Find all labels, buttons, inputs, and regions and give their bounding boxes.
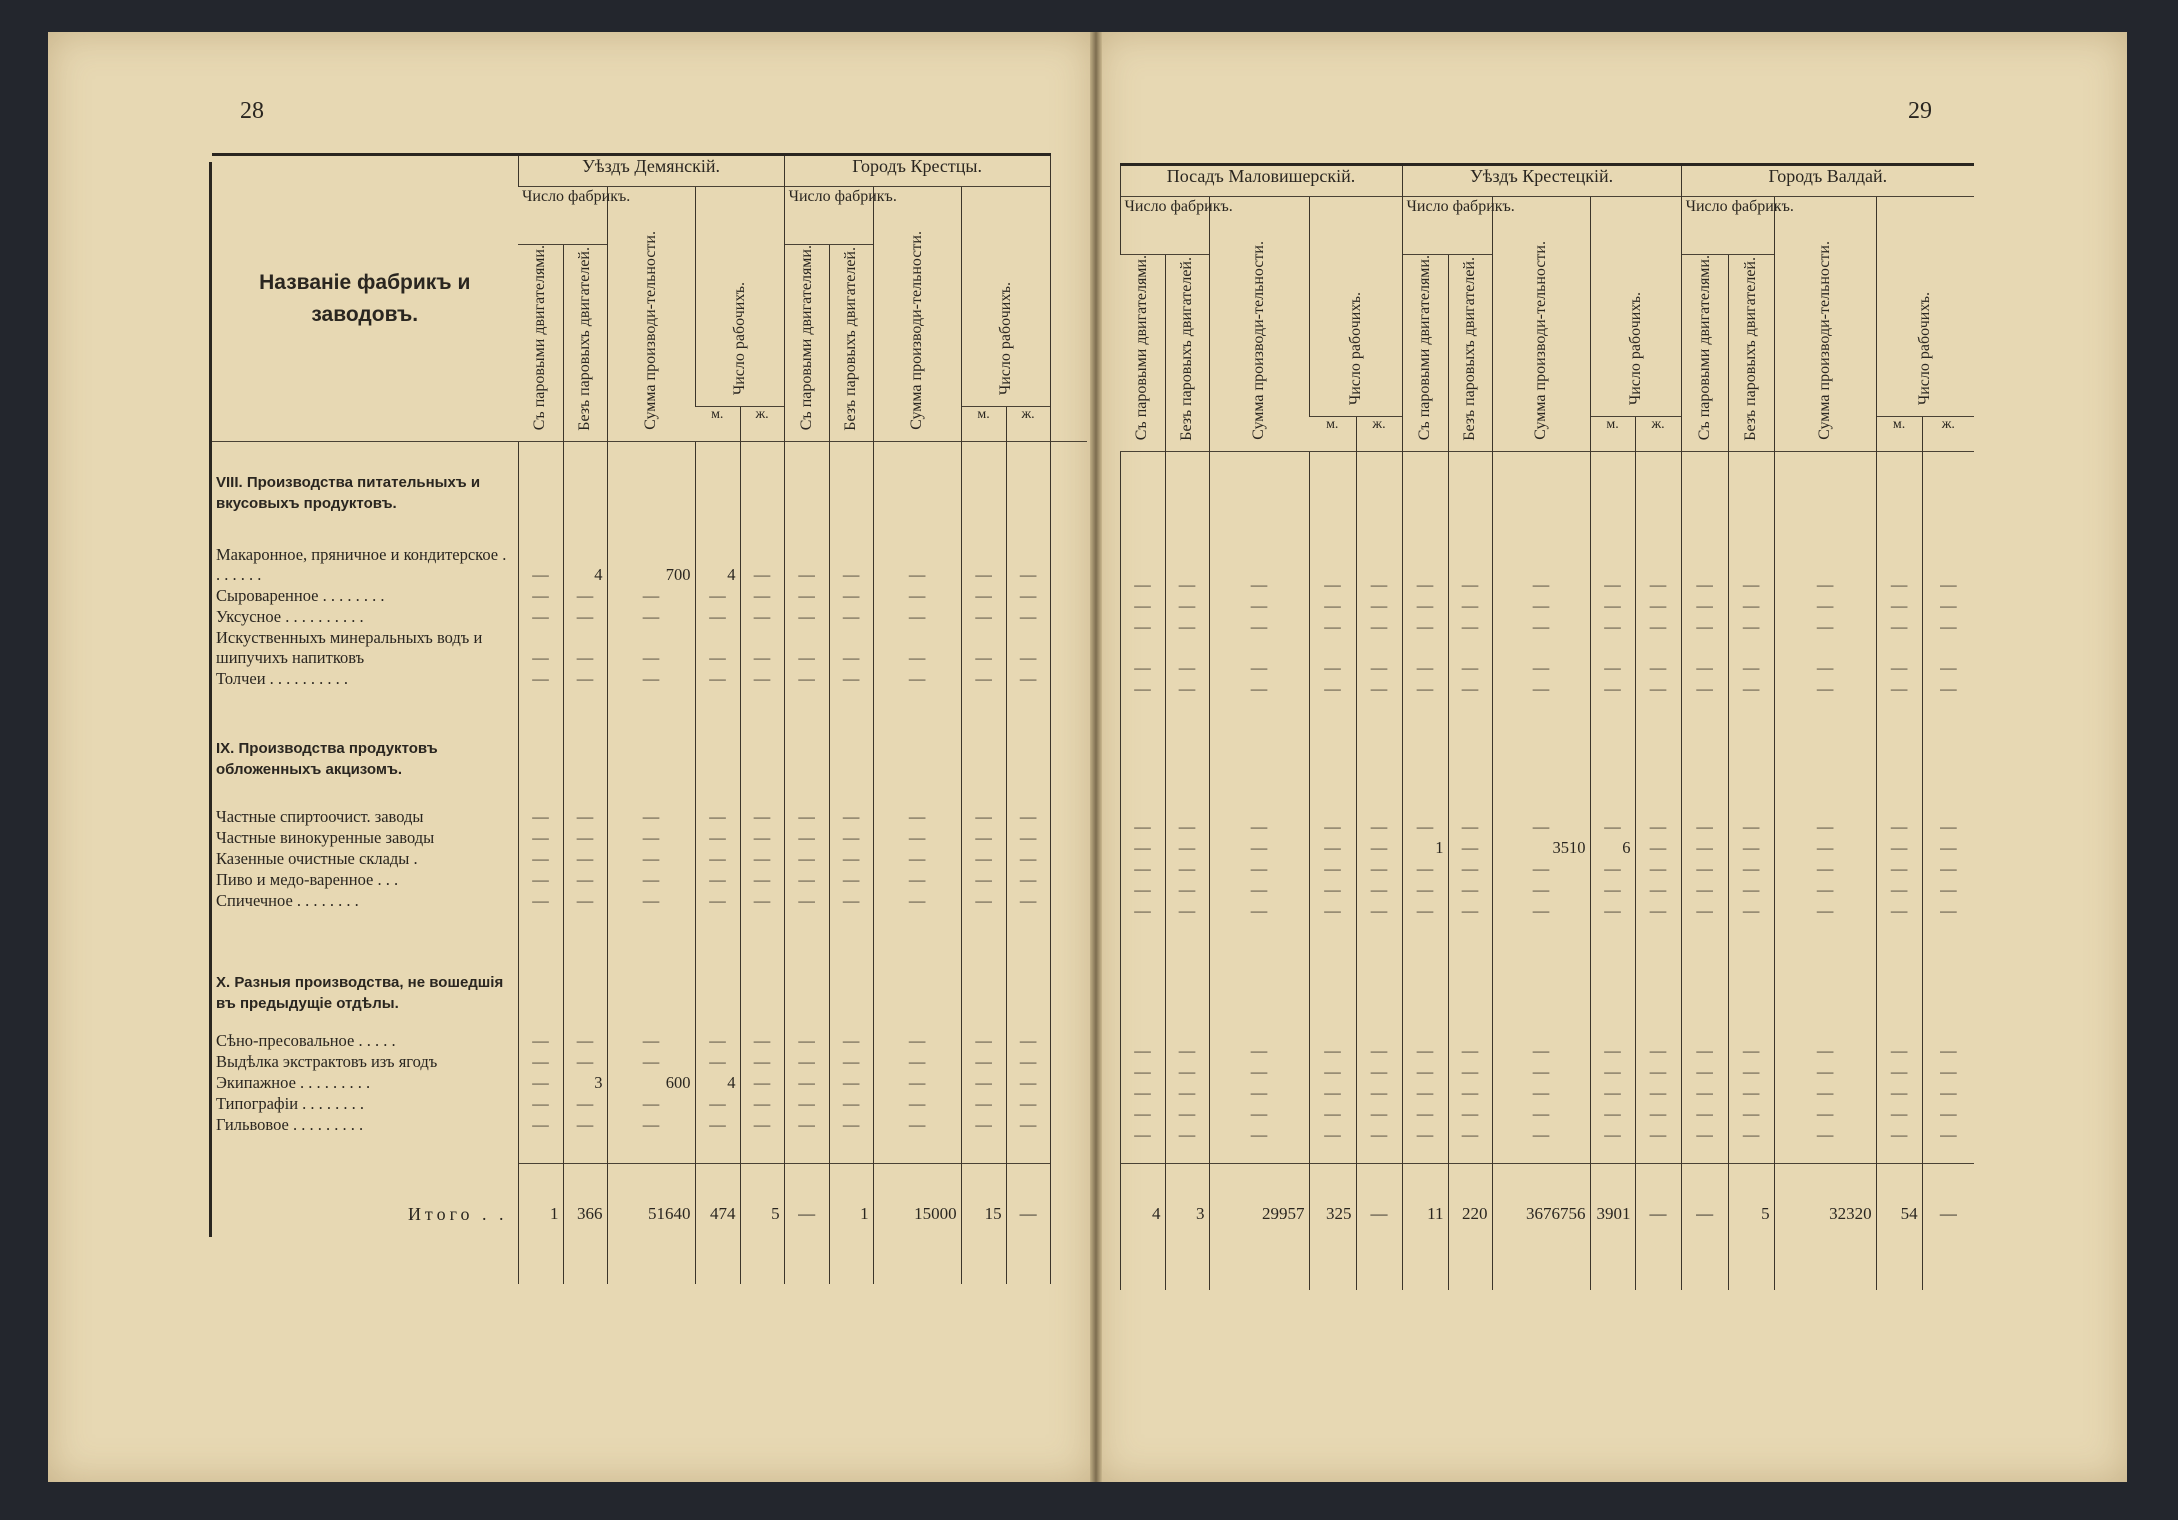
nosteam-header: Безъ паровыхъ двигателей.: [1461, 256, 1479, 441]
male-header: м.: [1876, 417, 1922, 452]
male-header: м.: [695, 407, 740, 442]
row-name: Типографіи . . . . . . . .: [216, 1093, 365, 1113]
page-number-left: 28: [240, 98, 264, 124]
group-header-valday: Городъ Валдай.: [1681, 165, 1974, 197]
female-header: ж.: [1006, 407, 1050, 442]
nosteam-header: Безъ паровыхъ двигателей.: [1742, 256, 1760, 441]
row-name: Казенные очистные склады .: [216, 848, 418, 868]
row-name: Экипажное . . . . . . . . .: [216, 1072, 371, 1092]
group-header-malovishera: Посадъ Маловишерскій.: [1120, 165, 1402, 197]
female-header: ж.: [740, 407, 784, 442]
row-name: Сѣно-пресовальное . . . . .: [216, 1031, 396, 1051]
workers-header: Число рабочихъ.: [1626, 292, 1644, 406]
sum-header: Сумма производи-тельности.: [1532, 241, 1550, 441]
row-name: Частные спиртоочист. заводы: [216, 807, 424, 827]
nosteam-header: Безъ паровыхъ двигателей.: [576, 246, 593, 431]
row-name: Толчеи . . . . . . . . . .: [216, 668, 349, 688]
workers-header: Число рабочихъ.: [1346, 292, 1364, 406]
row-name: Уксусное . . . . . . . . . .: [216, 606, 364, 626]
book-gutter: [1090, 32, 1102, 1482]
row-name: Спичечное . . . . . . . .: [216, 890, 359, 910]
count-header: Число фабрикъ.: [518, 187, 607, 245]
sum-header: Сумма производи-тельности.: [1250, 241, 1267, 441]
workers-header: Число рабочихъ.: [996, 282, 1014, 396]
steam-header: Съ паровыми двигателями.: [1695, 255, 1713, 441]
female-header: ж.: [1635, 417, 1681, 452]
row-name: Выдѣлка экстрактовъ изъ ягодъ: [216, 1051, 438, 1071]
section-header: IX. Производства продуктовъ обложенныхъ акцизомъ.: [216, 739, 438, 778]
left-table: Названіе фабрикъ и заводовъ. Уѣздъ Демянскій. Городъ Крестцы. Число фабрикъ. Сумма производи-тельности. Число рабочихъ. Число фабрикъ. Сумма производи-тельности. Число рабочихъ. Съ паровыми двигателями. Безъ паровыхъ двигателей. Съ паровыми двигателями. Безъ паровыхъ двигателей. м. ж. м. ж. VIII. Производства питательныхъ и вкусовыхъ продуктовъ. Макаронное, пряничное и кондитерское . . . . . . . — 4 700 4 — — — — — — Сыроваренное . . . . . . . . — — — — — — — — — — Уксусное . . . . . . . . . . — — — — — — — — — — Искуственныхъ минеральныхъ водъ и шипучихъ напитковъ — — — — — — — — — — Толчеи . . . . . . . . . . — — — — — — — — — — IX. Производства продуктовъ обложенныхъ акцизомъ. Частные спиртоочист. заводы — — — — — — — — — — Частные винокуренные заводы — — — — — — — — — — Казенные очистные склады . — — — — — — — — — — Пиво и медо-варенное . . . — — — — — — — — — — Спичечное . . . . . . . . — — — — — — — — — — X. Разныя производства, не вошедшія въ предыдущіе отдѣлы. Сѣно-пресовальное . . . . . — — — — — — — — — — Выдѣлка экстрактовъ изъ ягодъ — — — — — — — — — — Экипажное . . . . . . . . . — 3 600 4 — — — — — — Типографіи . . . . . . . . — — — — — — — — — — Гильвовое . . . . . . . . . — — — — — — — — — — Итого . . 1 366 51640 474 5 — 1 15000 15 —: [212, 153, 1087, 1284]
male-header: м.: [1590, 417, 1635, 452]
row-name: Пиво и медо-варенное . . .: [216, 869, 399, 889]
count-header: Число фабрикъ.: [1120, 197, 1209, 255]
row-name: Частные винокуренные заводы: [216, 827, 435, 847]
group-header-demyansky: Уѣздъ Демянскій.: [518, 155, 784, 187]
female-header: ж.: [1356, 417, 1402, 452]
nosteam-header: Безъ паровыхъ двигателей.: [1178, 256, 1195, 441]
workers-header: Число рабочихъ.: [730, 282, 748, 396]
count-header: Число фабрикъ.: [1681, 197, 1774, 255]
sum-header: Сумма производи-тельности.: [642, 231, 659, 431]
steam-header: Съ паровыми двигателями.: [531, 245, 549, 431]
right-table: Посадъ Маловишерскій. Уѣздъ Крестецкій. Городъ Валдай. Число фабрикъ. Сумма производи-тельности. Число рабочихъ. Число фабрикъ. Сумма производи-тельности. Число рабочихъ. Число фабрикъ. Сумма производи-тельности. Число рабочихъ. Съ паровыми двигателями. Безъ паровыхъ двигателей. Съ паровыми двигателями. Безъ паровыхъ двигателей. Съ паровыми двигателями. Безъ паровыхъ двигателей. м. ж. м. ж. м. ж. — — — — — — — — — — — — — — — — — — — — — — — — — — — — — — — — — — — — — — — — — — — — — — — — — — — — — — — — — — — — — — — — — — — — — — — — — — — — — — — — — — — — — — — — — — — — — — — 1 — 3510 6 — — — — — — — — — — — — — — — — — — — — — — — — — — — — — — — — — — — — — — — — — — — — — — — — — — — — — — — — — — — — — — — — — — — — — — — — — — — — — — — — — — — — — — — — — — — — — — — — — — — — — — — — — — — — — — — — — — — — — — — — — — — — — — 4 3 29957 325 — 11 220 3676756 3901 — — 5 32320 54 —: [1102, 163, 1974, 1290]
row-name: Сыроваренное . . . . . . . .: [216, 585, 385, 605]
sum-header: Сумма производи-тельности.: [1816, 241, 1834, 441]
row-name: Гильвовое . . . . . . . . .: [216, 1114, 364, 1134]
name-column-header: Названіе фабрикъ и заводовъ.: [212, 155, 518, 442]
totals-label: Итого . .: [407, 1203, 508, 1224]
count-header: Число фабрикъ.: [1402, 197, 1492, 255]
male-header: м.: [1309, 417, 1356, 452]
group-header-kresttsy-city: Городъ Крестцы.: [784, 155, 1050, 187]
section-header: VIII. Производства питательныхъ и вкусовыхъ продуктовъ.: [216, 473, 481, 512]
section-header: X. Разныя производства, не вошедшія въ предыдущіе отдѣлы.: [216, 973, 504, 1012]
steam-header: Съ паровыми двигателями.: [1133, 255, 1151, 441]
steam-header: Съ паровыми двигателями.: [1416, 255, 1434, 441]
female-header: ж.: [1922, 417, 1974, 452]
nosteam-header: Безъ паровыхъ двигателей.: [842, 246, 860, 431]
row-name: Макаронное, пряничное и кондитерское . . . . . . .: [216, 544, 507, 585]
steam-header: Съ паровыми двигателями.: [797, 245, 815, 431]
row-name: Искуственныхъ минеральныхъ водъ и шипучихъ напитковъ: [216, 627, 483, 668]
sum-header: Сумма производи-тельности.: [908, 231, 926, 431]
group-header-kresttsy-uezd: Уѣздъ Крестецкій.: [1402, 165, 1681, 197]
count-header: Число фабрикъ.: [784, 187, 873, 245]
workers-header: Число рабочихъ.: [1916, 292, 1934, 406]
page-number-right: 29: [1908, 98, 1932, 124]
male-header: м.: [961, 407, 1006, 442]
